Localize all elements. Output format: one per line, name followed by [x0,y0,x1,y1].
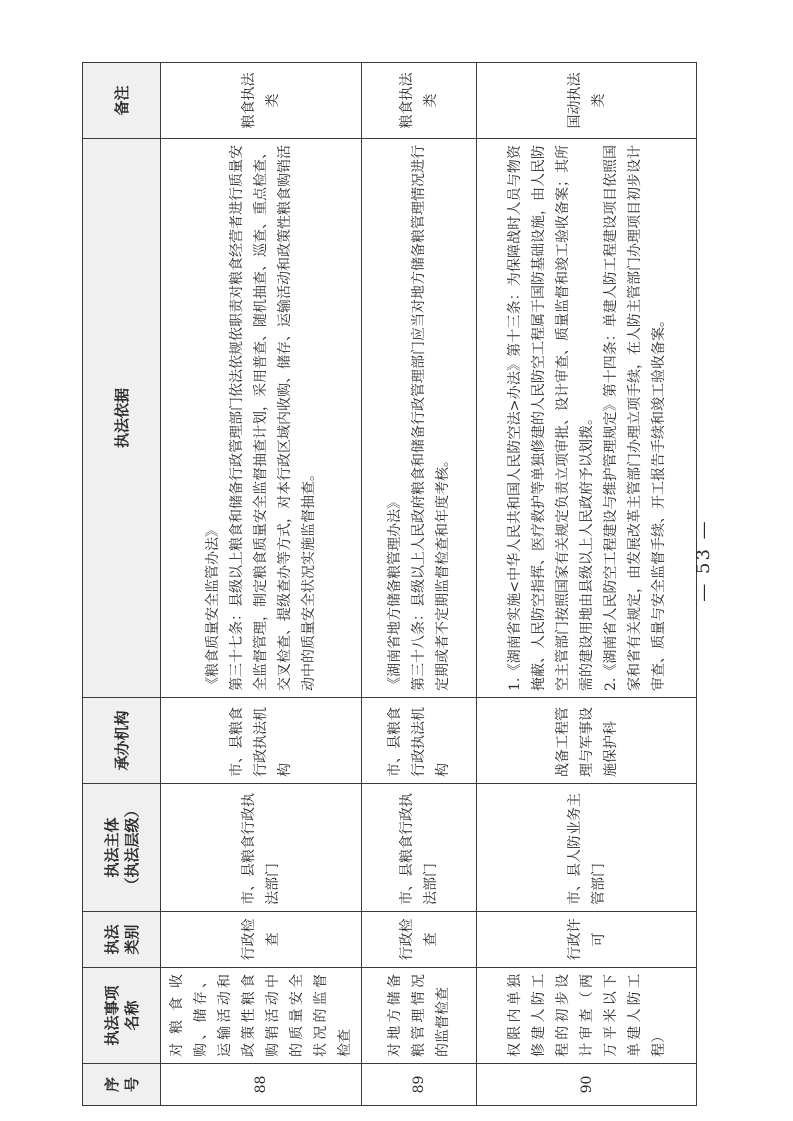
row-type: 行政检查 [362,912,477,968]
page-number: — 53 — [693,519,714,602]
row-basis [362,139,477,698]
row-no: 90 [477,1064,697,1106]
row-subject: 市、县粮食行政执法部门 [161,784,362,912]
header-subject-line1: 执法主体 [102,817,121,878]
row-remark: 粮食执法类 [362,63,477,139]
row-type: 行政许可 [477,912,697,968]
header-type-line1: 执法 [102,924,121,955]
header-type [83,912,161,968]
law-enforcement-table [82,62,697,1106]
row-item: 权限内单独修建人防工程的初步设计审查（两万平米以下单建人防工程） [477,968,697,1064]
basis-paragraph: 第三十七条：县级以上粮食和储备行政管理部门依法依规依职责对粮食经营者进行质量安全监督管理，制定粮食质量安全监督抽查计划，采用普查、随机抽查、巡查、重点检查、交叉检查、提级查办等方式，对本行政区域内收购、储存、运输活动和政策性粮食购销活动中的质量安全状况实施监督抽查。 [229,145,317,691]
header-no: 序号 [83,1064,161,1106]
row-subject: 市、县粮食行政执法部门 [362,784,477,912]
basis-paragraph: 第三十八条：县级以上人民政府粮食和储备行政管理部门应当对地方储备粮管理情况进行定期或者不定期监督检查和年度考核。 [411,145,451,691]
table-row [161,63,362,1106]
row-item: 对地方储备粮管理情况的监督检查 [362,968,477,1064]
row-remark: 国动执法类 [477,63,697,139]
table-row [362,63,477,1106]
header-basis: 执法依据 [83,139,161,698]
row-no: 89 [362,1064,477,1106]
basis-paragraph: 1.《湖南省实施<中华人民共和国人民防空法>办法》第十三条：为保障战时人员与物资掩蔽、人民防空指挥、医疗救护等单独修建的人民防空工程属于国防基础设施，由人民防空主管部门按照国家有关规定负责立项审批、设计审查、质量监督和竣工验收备案；其所需的建设用地由县级以上人民政府予以划拨。 [506,145,595,691]
header-remark: 备注 [83,63,161,139]
basis-paragraph: 《湖南省地方储备粮管理办法》 [387,495,403,691]
header-type-line2: 类别 [122,924,141,955]
row-no: 88 [161,1064,362,1106]
row-basis [161,139,362,698]
table-row [477,63,697,1106]
row-item: 对粮食收购、储存、运输活动和政策性粮食购销活动中的质量安全状况的监督检查 [161,968,362,1064]
header-agency: 承办机构 [83,698,161,784]
header-subject-line2: （执法层级） [122,802,141,893]
row-agency: 战备工程管理与军事设施保护科 [477,698,697,784]
row-basis [477,139,697,698]
header-subject [83,784,161,912]
table-header-row [83,63,161,1106]
row-agency: 市、县粮食行政执法机构 [161,698,362,784]
basis-paragraph: 《粮食质量安全监管办法》 [205,523,221,691]
row-remark: 粮食执法类 [161,63,362,139]
header-item-line2: 名称 [122,1000,141,1031]
header-item-line1: 执法事项 [102,985,121,1046]
row-subject: 市、县人防业务主管部门 [477,784,697,912]
row-agency: 市、县粮食行政执法机构 [362,698,477,784]
basis-paragraph: 2.《湖南省人民防空工程建设与维护管理规定》第十四条：单建人防工程建设项目依照国家和省有关规定，由发展改革主管部门办理立项手续，在人防主管部门办理项目初步设计审查、质量与安全监督手续、开工报告手续和竣工验收备案。 [602,145,667,691]
header-item [83,968,161,1064]
row-type: 行政检查 [161,912,362,968]
